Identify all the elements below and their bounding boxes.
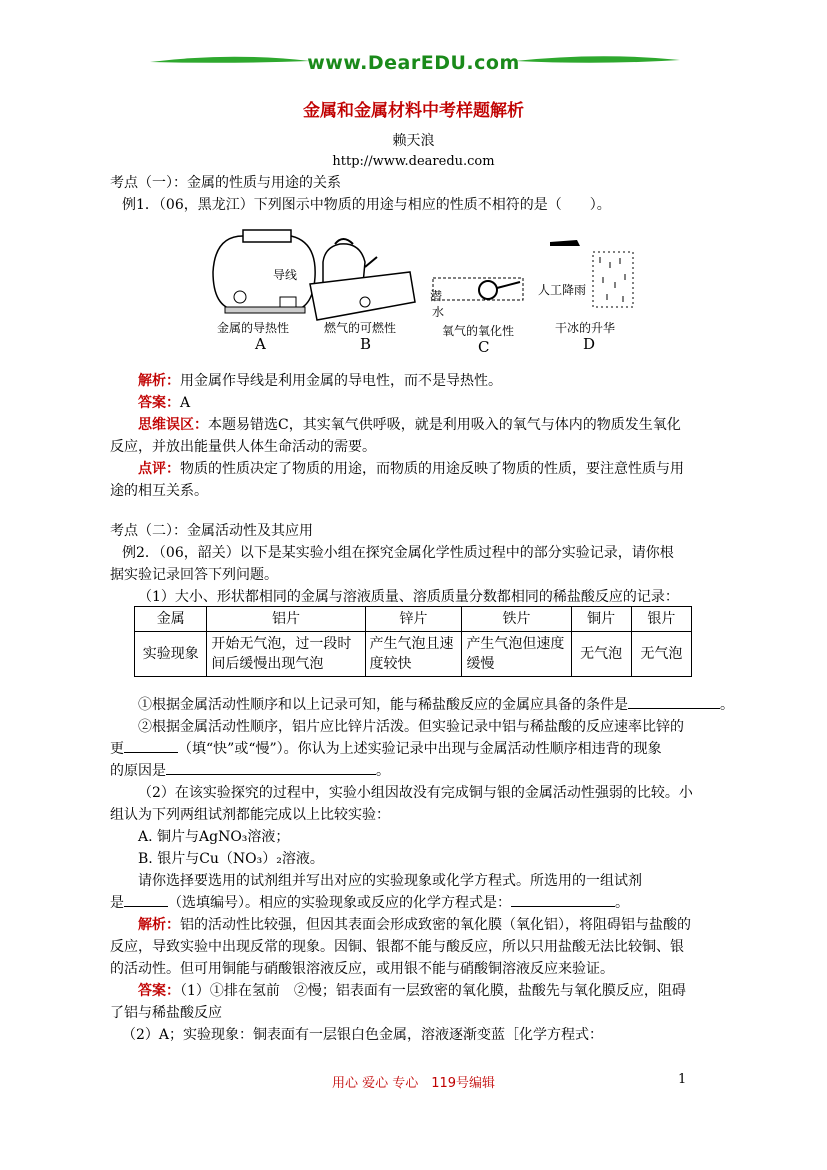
q2-text-1: （2）在该实验探究的过程中，实验小组因故没有完成铜与银的金属活动性强弱的比较。小: [138, 785, 693, 801]
q1b-blank-2[interactable]: [166, 760, 376, 775]
ex1-answer: [110, 392, 748, 414]
q2-line-4: [110, 892, 720, 914]
page-title: 金属和金属材料中考样题解析: [303, 101, 524, 121]
q2-blank-2[interactable]: [511, 892, 615, 907]
ex2-answer-text-3: （2）A；实验现象：铜表面有一层银白色金属，溶液逐渐变蓝［化学方程式：: [122, 1027, 604, 1043]
figure-a-letter: A: [255, 335, 266, 353]
table-header-cell: 金属: [135, 607, 207, 632]
q2-blank-1[interactable]: [124, 892, 168, 907]
table-cell: 无气泡: [571, 632, 631, 677]
figure-b-letter: B: [360, 335, 372, 353]
ex2-answer-text-1: （1）①排在氢前 ②慢；铝表面有一层致密的氧化膜，盐酸先与氧化膜反应，阻碍: [180, 983, 686, 999]
q1b-text-1: ②根据金属活动性顺序，铝片应比锌片活泼。但实验记录中铝与稀盐酸的反应速率比锌的: [138, 719, 684, 735]
ex2-analysis-text-2: 反应，导致实验中出现反常的现象。因铜、银都不能与酸反应，所以只用盐酸无法比较铜、银: [110, 939, 684, 955]
ex2-answer: [110, 980, 748, 1002]
table-cell: 产生气泡且速度较快: [365, 632, 462, 677]
footer-text: 用心 爱心 专心 119号编辑: [331, 1076, 496, 1091]
q1b-line-3: [110, 760, 720, 782]
q1a-text: ①根据金属活动性顺序和以上记录可知，能与稀盐酸反应的金属应具备的条件是: [138, 697, 628, 713]
q2-text-4a: 是: [110, 895, 124, 911]
table-header-cell: 铁片: [462, 607, 571, 632]
q1-intro: （1）大小、形状都相同的金属与溶液质量、溶质质量分数都相同的稀盐酸反应的记录：: [138, 589, 679, 605]
ex2-answer-label: 答案：: [138, 983, 180, 999]
example2-text-1: 例2．（06，韶关）以下是某实验小组在探究金属化学性质过程中的部分实验记录，请你根: [122, 545, 674, 561]
ex2-analysis-label: 解析：: [138, 917, 180, 933]
q2-option-a: A. 铜片与AgNO₃溶液；: [138, 829, 290, 845]
q1a-end: 。: [720, 697, 734, 713]
section1-heading: 考点（一）：金属的性质与用途的关系: [110, 175, 341, 191]
ex1-analysis-label: 解析：: [138, 373, 180, 389]
site-name: www.DearEDU.com: [307, 52, 520, 74]
q1b-text-2a: 更: [110, 741, 124, 757]
q1b-line-2: [110, 738, 720, 760]
table-row-label: 实验现象: [135, 632, 207, 677]
figure-c-inner-label: [430, 288, 446, 319]
ex1-answer-label: 答案：: [138, 395, 180, 411]
ex1-comment-text-2: 途的相互关系。: [110, 483, 208, 499]
table-cell: 开始无气泡，过一段时间后缓慢出现气泡: [207, 632, 365, 677]
table-header-cell: 铝片: [207, 607, 365, 632]
example1-text: 例1．（06，黑龙江）下列图示中物质的用途与相应的性质不相符的是（ ）。: [122, 197, 611, 213]
ex1-mistake-text-2: 反应，并放出能量供人体生命活动的需要。: [110, 439, 376, 455]
ex1-analysis-text: 用金属作导线是利用金属的导电性，而不是导热性。: [180, 373, 502, 389]
page-number: 1: [678, 1072, 687, 1087]
author: 赖天浪: [392, 133, 435, 149]
figure-c-inner-label-1: 潜: [430, 289, 443, 303]
ex1-mistake-label: 思维误区：: [138, 417, 208, 433]
ex1-comment-text-1: 物质的性质决定了物质的用途，而物质的用途反映了物质的性质，要注意性质与用: [180, 461, 684, 477]
figure-b-caption: 燃气的可燃性: [324, 321, 397, 335]
q2-text-4b: （选填编号）。相应的实验现象或反应的化学方程式是：: [168, 895, 511, 911]
ex1-answer-text: A: [180, 395, 191, 411]
ex1-mistake-text-1: 本题易错选C，其实氧气供呼吸，就是利用吸入的氧气与体内的物质发生氧化: [208, 417, 681, 433]
figure-c-inner-label-2: 水: [432, 305, 445, 319]
section2-heading: 考点（二）：金属活动性及其应用: [110, 523, 313, 539]
example2-text-2: 据实验记录回答下列问题。: [110, 567, 278, 583]
q1b-text-3a: 的原因是: [110, 763, 166, 779]
figure-a-circuit: [213, 230, 315, 313]
ex2-analysis-text-1: 铝的活动性比较强，但因其表面会形成致密的氧化膜（氧化铝），将阻碍铝与盐酸的: [180, 917, 691, 933]
q1b-text-2b: （填“快”或“慢”）。你认为上述实验记录中出现与金属活动性顺序相违背的现象: [178, 741, 662, 757]
table-header-cell: 银片: [631, 607, 691, 632]
ex2-analysis: [110, 914, 748, 936]
figure-d-letter: D: [583, 335, 596, 353]
q2-text-4c: 。: [615, 895, 629, 911]
ex2-analysis-text-3: 的活动性。但可用铜能与硝酸银溶液反应，或用银不能与硝酸铜溶液反应来验证。: [110, 961, 614, 977]
q1a: [110, 694, 778, 716]
ex1-comment-label: 点评：: [138, 461, 180, 477]
table-header-cell: 锌片: [365, 607, 462, 632]
example1-figure: [205, 222, 645, 357]
q1b-blank-1[interactable]: [124, 738, 178, 753]
q2-option-b: B. 银片与Cu（NO₃）₂溶液。: [138, 851, 324, 867]
ex1-comment: [110, 458, 748, 480]
experiment-table: [134, 606, 692, 677]
source-url: http://www.dearedu.com: [332, 154, 495, 169]
table-row: [135, 632, 692, 677]
figure-d-caption: 干冰的升华: [555, 321, 616, 335]
q1b-text-3b: 。: [376, 763, 390, 779]
table-header-row: [135, 607, 692, 632]
q2-text-2: 组认为下列两组试剂都能完成以上比较实验：: [110, 807, 390, 823]
table-cell: 产生气泡但速度缓慢: [462, 632, 571, 677]
ex1-mistake: [110, 414, 748, 436]
figure-a-inner-label: 导线: [273, 268, 298, 282]
ex2-answer-text-2: 了铝与稀盐酸反应: [110, 1005, 222, 1021]
q1a-blank[interactable]: [628, 694, 720, 709]
figure-b-kettle: [310, 239, 415, 320]
table-cell: 无气泡: [631, 632, 691, 677]
table-header-cell: 铜片: [571, 607, 631, 632]
figure-a-caption: 金属的导热性: [217, 321, 290, 335]
figure-c-caption: 氧气的氧化性: [442, 324, 515, 338]
figure-c-letter: C: [478, 338, 490, 356]
ex1-analysis: [110, 370, 748, 392]
figure-c-diver: [433, 278, 523, 300]
q2-text-3: 请你选择要选用的试剂组并写出对应的实验现象或化学方程式。所选用的一组试剂: [138, 873, 642, 889]
figure-d-inner-label: 人工降雨: [538, 283, 587, 297]
